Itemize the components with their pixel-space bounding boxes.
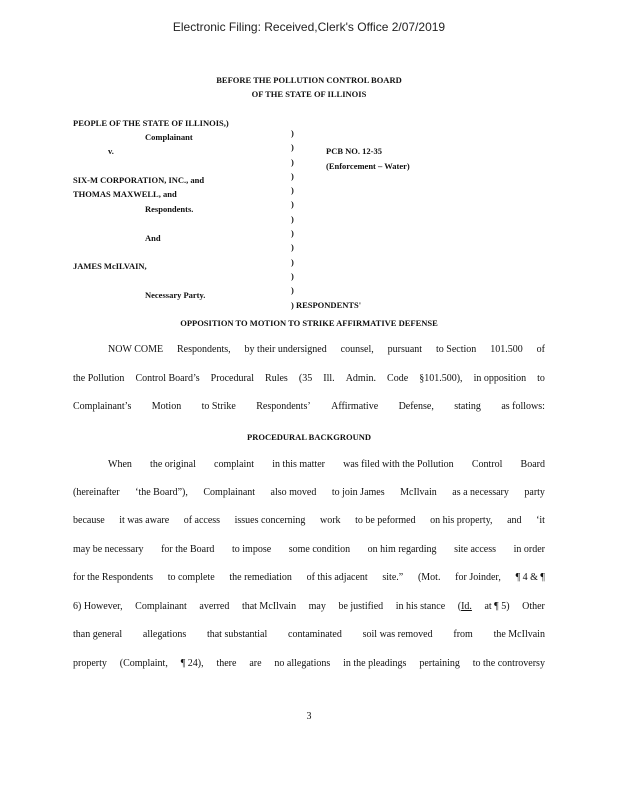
- text-segment: counsel,: [340, 344, 374, 355]
- text-segment: from: [453, 629, 473, 640]
- text-segment: be justified: [338, 601, 384, 612]
- text-segment: by their undersigned: [244, 344, 327, 355]
- text-segment: issues concerning: [234, 515, 306, 526]
- text-segment: the Pollution: [73, 373, 125, 384]
- paragraph-2-line: [73, 544, 545, 555]
- text-segment: to Strike: [201, 401, 236, 412]
- text-segment: in his stance: [395, 601, 446, 612]
- text-segment: ¶ 4 & ¶: [515, 572, 545, 583]
- paragraph-1-line: [73, 373, 545, 384]
- text-segment: in this matter: [272, 459, 325, 470]
- paragraph-2-line: [73, 487, 545, 498]
- text-segment: the McIlvain: [493, 629, 545, 640]
- text-segment: Code: [387, 373, 409, 384]
- text-segment: NOW COME: [108, 344, 164, 355]
- text-segment: site access: [454, 544, 497, 555]
- bracket: ): [291, 185, 294, 196]
- text-segment: Respondents,: [177, 344, 231, 355]
- text-segment: of: [536, 344, 545, 355]
- text-segment: to Section: [436, 344, 477, 355]
- text-segment: Respondents’: [256, 401, 311, 412]
- text-segment: as a necessary: [452, 487, 509, 498]
- text-segment: in opposition: [473, 373, 527, 384]
- text-segment: allegations: [142, 629, 187, 640]
- text-segment: (Complaint,: [119, 658, 168, 669]
- board-title: [0, 73, 618, 101]
- text-segment: Defense,: [398, 401, 434, 412]
- text-segment: to the controversy: [472, 658, 545, 669]
- text-segment: ‘the Board”),: [135, 487, 188, 498]
- text-segment: Admin.: [345, 373, 376, 384]
- text-segment: to: [537, 373, 545, 384]
- text-segment: to be peformed: [355, 515, 416, 526]
- text-segment: Control Board’s: [135, 373, 200, 384]
- text-segment: for the Respondents: [73, 572, 153, 583]
- bracket: ): [291, 270, 294, 281]
- text-segment: there: [216, 658, 237, 669]
- text-segment: Complainant: [203, 487, 256, 498]
- text-segment: of access: [183, 515, 221, 526]
- bracket: ): [291, 256, 294, 267]
- text-segment: averred: [199, 601, 230, 612]
- filing-stamp: Electronic Filing: Received,Clerk's Office 2/07/2019: [172, 20, 446, 34]
- text-segment: and: [507, 515, 522, 526]
- text-segment: ¶ 24),: [180, 658, 204, 669]
- text-segment: in order: [513, 544, 545, 555]
- bracket: ): [291, 128, 294, 138]
- caption-and: And: [145, 233, 161, 243]
- text-segment: Other: [522, 601, 545, 612]
- paragraph-2-line: [108, 459, 545, 470]
- text-segment: no allegations: [274, 658, 331, 669]
- board-title-line-1: BEFORE THE POLLUTION CONTROL BOARD: [216, 75, 402, 85]
- text-segment: in the pleadings: [343, 658, 407, 669]
- text-segment: of this adjacent: [306, 572, 368, 583]
- text-segment: may: [308, 601, 326, 612]
- caption-james: JAMES McILVAIN,: [73, 261, 147, 271]
- text-segment: pursuant: [387, 344, 423, 355]
- text-segment: Complainant’s: [73, 401, 132, 412]
- text-segment: pertaining: [419, 658, 460, 669]
- caption-thomas: THOMAS MAXWELL, and: [73, 189, 177, 199]
- text-segment: also moved: [270, 487, 317, 498]
- text-segment: to complete: [167, 572, 215, 583]
- text-segment: at ¶ 5): [484, 601, 510, 612]
- text-segment: for the Board: [161, 544, 215, 555]
- paragraph-2-line: [73, 515, 545, 526]
- text-segment: (hereinafter: [73, 487, 120, 498]
- caption-respondents: Respondents.: [145, 204, 194, 214]
- text-segment: Complainant: [135, 601, 187, 612]
- text-segment: the original: [150, 459, 196, 470]
- text-segment: it was aware: [119, 515, 170, 526]
- text-segment: Rules: [265, 373, 288, 384]
- text-segment: (Id.: [457, 601, 472, 612]
- board-title-line-2: OF THE STATE OF ILLINOIS: [251, 89, 367, 99]
- caption-complainant: Complainant: [145, 132, 193, 142]
- text-segment: soil was removed: [362, 629, 433, 640]
- text-segment: Affirmative: [331, 401, 379, 412]
- text-segment: stating: [454, 401, 481, 412]
- paragraph-2-line: [73, 601, 545, 612]
- text-segment: (Mot.: [417, 572, 441, 583]
- caption-six-m: SIX-M CORPORATION, INC., and: [73, 175, 205, 185]
- paragraph-1-line: [108, 344, 545, 355]
- text-segment: the remediation: [229, 572, 292, 583]
- text-segment: some condition: [288, 544, 351, 555]
- bracket: ): [291, 285, 294, 296]
- bracket: ): [291, 228, 294, 239]
- caption-necessary-party: Necessary Party.: [145, 290, 206, 300]
- bracket: ): [291, 156, 294, 167]
- paragraph-2-line: [73, 658, 545, 669]
- text-segment: Control: [471, 459, 503, 470]
- text-segment: complaint: [214, 459, 255, 470]
- text-segment: on him regarding: [367, 544, 437, 555]
- text-segment: Ill.: [323, 373, 335, 384]
- text-segment: §101.500),: [419, 373, 463, 384]
- text-segment: ‘it: [536, 515, 545, 526]
- bracket: ): [291, 242, 294, 253]
- caption-versus: v.: [108, 146, 114, 156]
- text-segment: that McIlvain: [241, 601, 297, 612]
- respondents-bracket: ) RESPONDENTS': [291, 299, 362, 310]
- text-segment: When: [108, 459, 132, 470]
- paragraph-2-line: [73, 629, 545, 640]
- text-segment: work: [319, 515, 341, 526]
- text-segment: because: [73, 515, 105, 526]
- text-segment: 6) However,: [73, 601, 123, 612]
- paragraph-2-line: [73, 572, 545, 583]
- text-segment: Procedural: [210, 373, 254, 384]
- bracket: ): [291, 170, 294, 181]
- pcb-number: PCB NO. 12-35: [326, 146, 382, 156]
- procedural-background-heading: PROCEDURAL BACKGROUND: [247, 432, 371, 442]
- enforcement-type: (Enforcement – Water): [326, 161, 410, 171]
- bracket: ): [291, 213, 294, 224]
- text-segment: McIlvain: [400, 487, 437, 498]
- text-segment: than general: [73, 629, 123, 640]
- bracket: ): [291, 199, 294, 210]
- text-segment: that substantial: [206, 629, 268, 640]
- document-title: OPPOSITION TO MOTION TO STRIKE AFFIRMATIVE DEFENSE: [180, 318, 438, 328]
- text-segment: property: [73, 658, 107, 669]
- page-number: 3: [306, 711, 312, 722]
- text-segment: to impose: [231, 544, 272, 555]
- caption-people: PEOPLE OF THE STATE OF ILLINOIS,): [73, 118, 229, 128]
- text-segment: may be necessary: [73, 544, 144, 555]
- bracket: ): [291, 142, 294, 153]
- text-segment: 101.500: [490, 344, 523, 355]
- text-segment: site.”: [382, 572, 404, 583]
- text-segment: on his property,: [430, 515, 493, 526]
- text-segment: party: [524, 487, 545, 498]
- text-segment: contaminated: [288, 629, 342, 640]
- text-segment: for Joinder,: [455, 572, 501, 583]
- paragraph-1-line: [73, 401, 545, 412]
- text-segment: Board: [520, 459, 545, 470]
- text-segment: as follows:: [501, 401, 545, 412]
- text-segment: (35: [298, 373, 313, 384]
- text-segment: are: [249, 658, 262, 669]
- text-segment: Motion: [151, 401, 182, 412]
- text-segment: was filed with the Pollution: [343, 459, 454, 470]
- text-segment: to join James: [331, 487, 385, 498]
